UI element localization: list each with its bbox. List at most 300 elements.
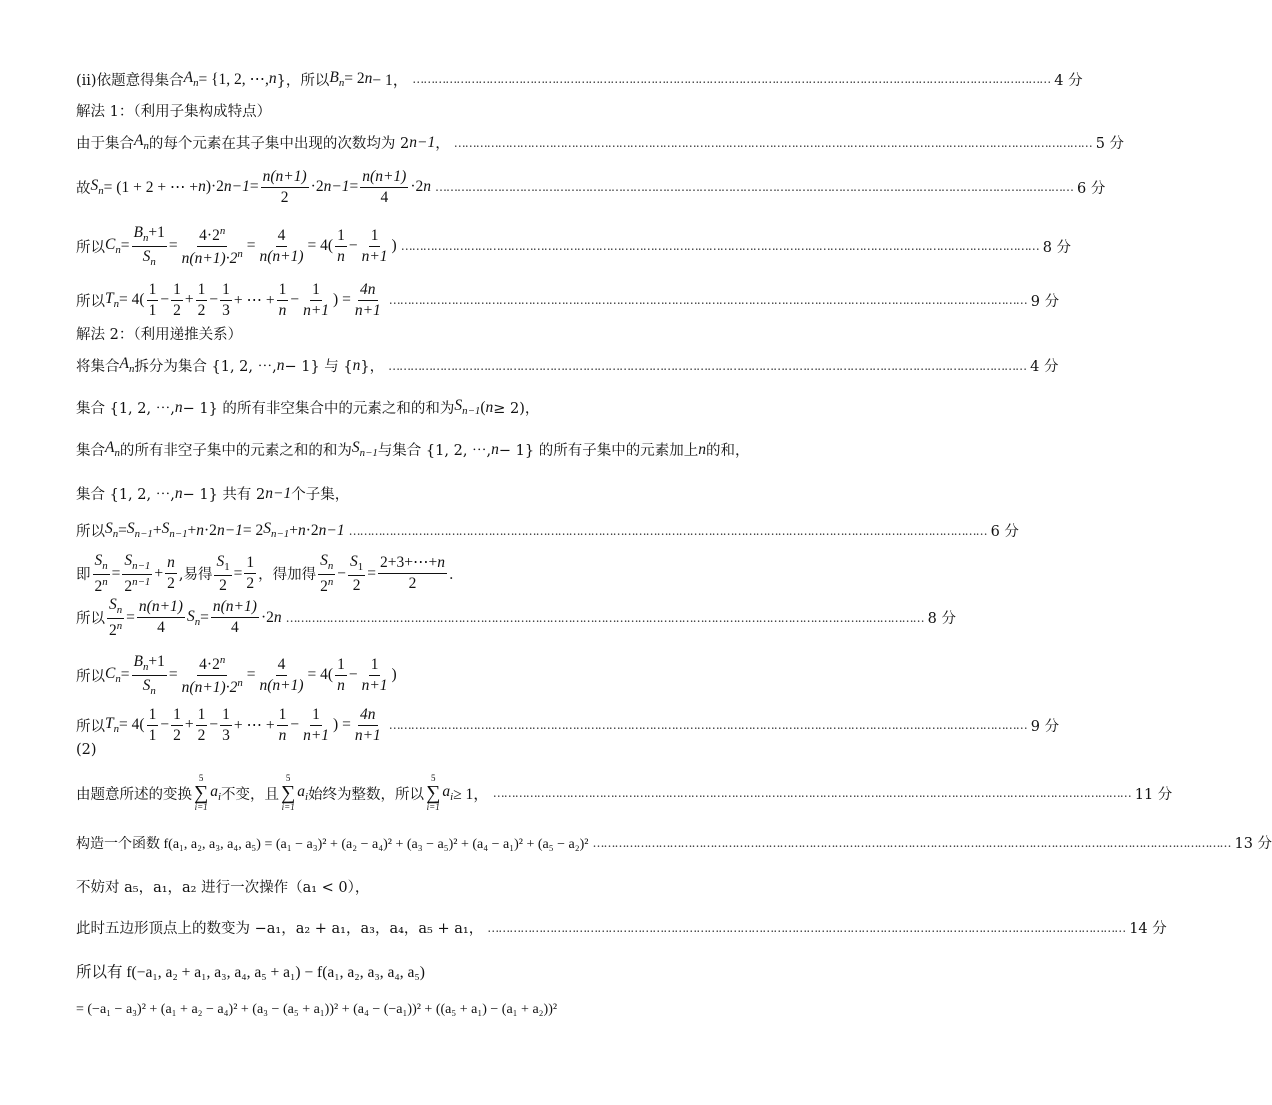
frac-den: 4 [157,619,165,637]
solution-line-3 [76,132,1125,153]
math-text: ·2 [305,521,319,539]
sup-n: n [423,178,432,196]
fraction [360,227,390,266]
frac-num: n [167,554,175,572]
leader-dots: ………………………………………………………………………………………………………………………………………………………… [487,920,1126,935]
sum-lower: i=1 [194,802,208,812]
line-text: 所以 [76,239,105,256]
frac-den: 2 [219,576,227,594]
line-text: ， [435,136,450,152]
var-B: B [133,224,143,241]
score-label: 9 分 [1030,293,1060,310]
frac-num: 4·2 [199,655,220,673]
sum-upper: 5 [285,773,291,783]
var-n: n [198,178,206,196]
score-label: 6 分 [990,524,1019,540]
var-S: S [142,247,151,265]
frac-num: 1 [310,706,322,726]
var-S: S [126,520,135,538]
sub-n-minus-1: n−1 [132,560,151,573]
frac-num: n(n+1) [138,598,183,616]
sub-n: n [113,723,120,736]
var-S: S [351,439,360,457]
frac-num: 1 [277,281,289,301]
line-text: ． [448,567,464,584]
sub-n: n [150,255,156,268]
frac-den: n+1 [354,301,381,319]
fraction [348,553,365,594]
line-text: 的和， [705,443,750,459]
frac-den: n(n+1)·2 [181,249,238,267]
frac-den: n+1 [354,726,381,744]
sub-n: n [98,185,104,198]
math-text: − 1， [372,72,409,89]
frac-num: 1 [220,281,232,301]
fraction [196,706,208,745]
score-label: 8 分 [927,611,956,628]
sub-n: n [193,77,199,90]
var-n: n [174,484,183,502]
sub-n: n [194,615,201,628]
frac-num: 1 [171,281,183,301]
sum-sign: ∑ [426,782,441,804]
math-text: = 4( [119,716,145,734]
var-n: n [297,521,306,539]
frac-num: n(n+1) [262,168,307,185]
line-text: 所以 [76,611,105,628]
frac-num: 1 [369,656,381,676]
math-text: = [200,608,209,626]
frac-den: n(n+1) [259,247,304,265]
frac-den: 1 [148,301,157,319]
sub-1: 1 [224,561,230,574]
solution-line-8 [76,355,1059,376]
line-text: 所以 [76,668,105,685]
fraction [244,554,256,593]
math-text: = [246,666,256,684]
fraction [196,281,208,320]
math-op: − [209,291,219,309]
frac-den: n(n+1) [259,676,304,694]
frac-den: 2 [109,621,117,639]
solution-line-11 [76,483,760,504]
frac-num: 4·2 [199,226,220,244]
method-heading: 解法 2：（利用递推关系） [76,327,243,343]
sum-upper: 5 [198,773,204,783]
fraction [132,224,167,268]
var-n: n [491,440,499,458]
sum-lower: i=1 [281,802,295,812]
sub-n: n [114,447,120,460]
var-T: T [105,715,114,733]
line-text: 所以 [76,524,105,540]
line-text: 集合 {1, 2, ⋯, [76,401,175,417]
leader-dots: ………………………………………………………………………………………………………………………………………………………… [388,293,1027,308]
leader-dots: ………………………………………………………………………………………………………………………………………………………… [412,72,1051,86]
var-A: A [105,439,115,457]
var-S: S [161,520,170,538]
solution-line-13 [76,552,760,596]
var-S: S [142,676,151,694]
line-text: = (−a₁ − a₃)² + (a₁ + a₂ − a₄)² + (a₃ − (a₅ + a₁))² + (a₄ − (−a₁))² + ((a₅ + a₁) − (a₁ + a₂))² [76,1002,558,1017]
line-text: 拆分为集合 {1, 2, ⋯, [134,359,277,375]
frac-num: 1 [147,281,159,301]
var-S: S [94,552,103,569]
line-text: 构造一个函数 f(a₁, a₂, a₃, a₄, a₅) = (a₁ − a₃)² + (a₂ − a₄)² + (a₃ − a₅)² + (a₄ − a₁)² + (a₅ − a₂)² [76,836,589,852]
sub-n: n [102,560,108,573]
score-label: 14 分 [1129,921,1167,937]
sub-n: n [338,77,345,90]
math-text: − [337,564,347,582]
sub-n: n [327,560,334,573]
sub-n-minus-1: n−1 [169,528,188,541]
line-text: ，得加得 [258,567,317,584]
fraction [353,706,383,745]
math-text: + [154,564,164,582]
frac-num-tail: +1 [148,224,165,241]
sub-n: n [142,661,149,674]
math-text: ( [480,398,486,416]
math-text: = [120,237,130,255]
score-label: 4 分 [1054,72,1083,89]
leader-dots: ………………………………………………………………………………………………………………………………………………………… [285,610,924,625]
line-text: 由题意所述的变换 [76,786,192,803]
sup-n-minus-1: n−1 [265,484,292,502]
frac-num: 1 [277,706,289,726]
math-text: + ⋯ + [233,716,275,734]
math-text: = [111,564,121,582]
sup-n: n [364,70,373,87]
sup-n: n [237,676,243,689]
line-text: 所以 [76,293,105,310]
frac-den: 2 [167,575,175,593]
math-text: + [187,521,197,539]
line-text: − 1} 与 { [284,359,353,375]
var-n: n [276,356,285,374]
score-label: 8 分 [1042,239,1072,256]
sup-n: n [102,575,108,588]
frac-num: 1 [196,281,208,301]
sub-n: n [116,604,123,617]
sub-n: n [142,232,149,245]
frac-den: n+1 [303,301,330,319]
line-text: 的所有非空子集中的元素之和的和为 [119,443,352,459]
sub-n: n [113,298,120,311]
score-label: 5 分 [1095,136,1125,152]
sum-sign: ∑ [194,782,209,804]
var-n: n [698,440,706,458]
fraction [137,598,185,637]
frac-den: n [278,301,287,319]
frac-num: 1 [196,706,208,726]
solution-line-14 [76,596,956,640]
leader-dots: ………………………………………………………………………………………………………………………………………………………… [592,835,1231,850]
frac-num: 4 [276,227,288,247]
frac-num: 4n [360,706,376,723]
frac-num: n(n+1) [212,598,257,616]
line-text: ≥ 2)， [493,401,540,417]
math-text: ·2 [204,521,217,539]
math-text: = [126,608,135,626]
math-text: = [367,564,376,582]
math-text: = [120,666,130,684]
sum-lower: i=1 [426,802,440,812]
sup-n: n [116,619,123,632]
leader-dots: ………………………………………………………………………………………………………………………………………………………… [388,718,1027,733]
sup-n: n [219,224,226,237]
score-label: 13 分 [1234,836,1272,852]
solution-line-5 [76,224,1072,268]
sub-n: n [143,140,149,153]
frac-den: 2 [197,726,206,744]
var-S: S [186,607,195,625]
math-op: + [184,291,194,309]
frac-den: 3 [222,726,230,744]
solution-line-23 [76,1002,760,1018]
math-text: − [348,666,358,684]
solution-line-7 [76,323,760,344]
sup-n-minus-1: n−1 [409,133,436,151]
frac-den: 4 [380,188,389,206]
frac-num: 1 [335,227,347,247]
sub-n-minus-1: n−1 [359,447,378,460]
solution-line-18 [76,773,1173,812]
var-n: n [268,70,277,87]
frac-den: n+1 [361,247,388,265]
frac-num: 2+3+⋯+ [379,554,438,572]
fraction [318,552,335,596]
frac-den: 2 [94,577,103,595]
score-label: 9 分 [1030,718,1060,735]
frac-den: 3 [222,301,230,319]
math-text: + [152,521,162,539]
math-text: = [249,178,259,196]
fraction [360,168,408,207]
leader-dots: ………………………………………………………………………………………………………………………………………………………… [348,523,987,538]
var-C: C [105,236,116,254]
frac-num: 1 [171,706,183,726]
fraction [258,227,306,266]
sub-1: 1 [357,561,364,574]
sub-i: i [450,791,454,804]
math-op: − [160,291,170,309]
var-n: n [196,521,205,539]
sup-n: n [219,653,226,666]
fraction [220,706,232,745]
fraction [353,281,383,320]
sub-n-minus-1: n−1 [271,528,290,541]
summation [281,774,295,812]
frac-den: n [278,726,287,744]
sum-upper: 5 [430,773,436,783]
frac-num: 1 [369,227,381,247]
frac-den: 2 [173,726,181,744]
var-n: n [352,356,361,374]
fraction [165,554,177,593]
fraction [301,281,331,320]
fraction [335,656,347,695]
math-text: = 2 [344,70,365,87]
frac-num: n(n+1) [362,168,407,185]
math-text: = 4( [119,291,145,309]
score-label: 11 分 [1134,786,1173,803]
math-text: ) = [333,716,351,734]
set-expr: = {1, 2, ⋯, [198,70,269,88]
fraction [378,554,447,593]
sub-n: n [128,363,135,376]
fraction [301,706,331,745]
math-text: ) = [333,291,351,309]
sub-n: n [150,684,156,697]
leader-dots: ………………………………………………………………………………………………………………………………………………………… [388,358,1027,373]
sup-n: n [327,575,334,588]
frac-den: 2 [280,188,289,206]
line-text: 所以 [76,718,105,735]
fraction [171,706,183,745]
line-text: 由于集合 [76,136,134,152]
sup-n-minus-1: n−1 [216,521,243,539]
math-text: ) [391,237,397,255]
frac-den: 2 [197,301,206,319]
frac-num: 4 [276,656,288,676]
line-text: 将集合 [76,359,120,375]
solution-line-16 [76,706,1060,745]
sub-n-minus-1: n−1 [462,405,481,418]
leader-dots: ………………………………………………………………………………………………………………………………………………………… [453,135,1092,150]
sup-n-minus-1: n−1 [132,575,151,588]
line-text: }，所以 [276,72,330,89]
line-text: 与集合 {1, 2, ⋯, [377,443,492,459]
line-text: 此时五边形顶点上的数变为 −a₁，a₂ + a₁，a₃，a₄，a₅ + a₁， [76,921,484,937]
solution-line-15 [76,653,760,697]
score-label: 4 分 [1030,359,1059,375]
fraction [171,281,183,320]
math-text: )·2 [205,178,224,196]
solution-line-2 [76,100,760,121]
math-text: ·2 [410,178,424,196]
sub-i: i [305,791,309,804]
frac-num: 1 [220,706,232,726]
fraction [211,598,259,637]
math-op: − [209,716,219,734]
solution-line-19 [76,832,1272,853]
solution-line-20 [76,876,760,897]
sup-n-minus-1: n−1 [318,521,345,539]
var-B: B [329,68,339,86]
frac-den: 1 [148,726,157,744]
fraction [132,653,167,697]
var-S: S [105,520,113,538]
math-text: + ⋯ + [233,291,275,309]
sup-n: n [273,608,282,626]
frac-den: n+1 [303,726,330,744]
fraction [93,552,110,596]
sub-n: n [115,244,121,257]
frac-num: 1 [335,656,347,676]
math-text: = 4( [307,237,334,255]
math-text: = (1 + 2 + ⋯ + [103,178,199,196]
score-label: 6 分 [1077,180,1106,197]
math-text: + [289,521,298,539]
math-text: = [118,521,127,539]
solution-line-10 [76,439,760,460]
fraction [147,706,159,745]
var-S: S [454,397,463,415]
math-op: − [290,291,300,309]
solution-line-21 [76,917,1167,938]
fraction [107,596,124,640]
var-S: S [109,596,117,613]
solution-line-12 [76,520,1019,541]
line-text: (ii)依题意得集合 [76,72,184,89]
math-text: ) [391,666,397,684]
math-text: ·2 [310,178,324,196]
line-text: }， [360,359,385,375]
var-T: T [105,290,114,308]
math-text: ≥ 1， [453,786,489,803]
summation [194,774,208,812]
fraction [277,706,289,745]
var-S: S [350,553,358,571]
var-n: n [437,554,445,572]
line-text: − 1} 的所有非空集合中的元素之和的和为 [182,401,455,417]
part-label: (2) [76,742,97,758]
line-text: − 1} 共有 2 [182,487,266,503]
leader-dots: ………………………………………………………………………………………………………………………………………………………… [492,786,1131,800]
math-op: − [160,716,170,734]
math-text: ·2 [260,608,274,626]
frac-num-tail: +1 [148,653,165,670]
sup-n-minus-1: n−1 [323,178,350,196]
math-text: = [349,178,359,196]
leader-dots: ………………………………………………………………………………………………………………………………………………………… [435,180,1074,195]
method-heading: 解法 1：（利用子集构成特点） [76,104,272,120]
sub-i: i [218,791,222,804]
line-text: 不妨对 a₅，a₁，a₂ 进行一次操作（a₁ < 0）， [76,880,370,896]
sup-n: n [237,247,243,260]
frac-den: n [337,247,345,265]
line-text: ,易得 [178,567,213,584]
sub-n-minus-1: n−1 [134,528,153,541]
math-text: = [168,666,178,684]
var-S: S [90,177,99,195]
solution-line-22 [76,960,760,982]
line-text: − 1} 的所有子集中的元素加上 [498,443,699,459]
sup-n-minus-1: n−1 [223,178,250,196]
line-text: 始终为整数，所以 [308,786,425,803]
fraction [277,281,289,320]
line-text: 个子集， [291,487,350,503]
var-a: a [442,782,451,800]
math-op: − [290,716,300,734]
frac-num: 1 [310,281,322,301]
frac-num: 4n [360,281,376,298]
math-text: = [246,237,256,255]
solution-line-17 [76,742,760,758]
var-B: B [133,653,143,670]
var-a: a [210,782,219,800]
var-A: A [134,132,144,150]
frac-den: 2 [352,576,361,594]
line-text: 不变，且 [221,786,280,803]
line-text: 故 [76,180,91,197]
line-text: 即 [76,567,91,584]
fraction [360,656,390,695]
summation [426,774,440,812]
var-C: C [105,665,116,683]
frac-den: n+1 [361,676,388,694]
line-text: 集合 [76,443,105,459]
